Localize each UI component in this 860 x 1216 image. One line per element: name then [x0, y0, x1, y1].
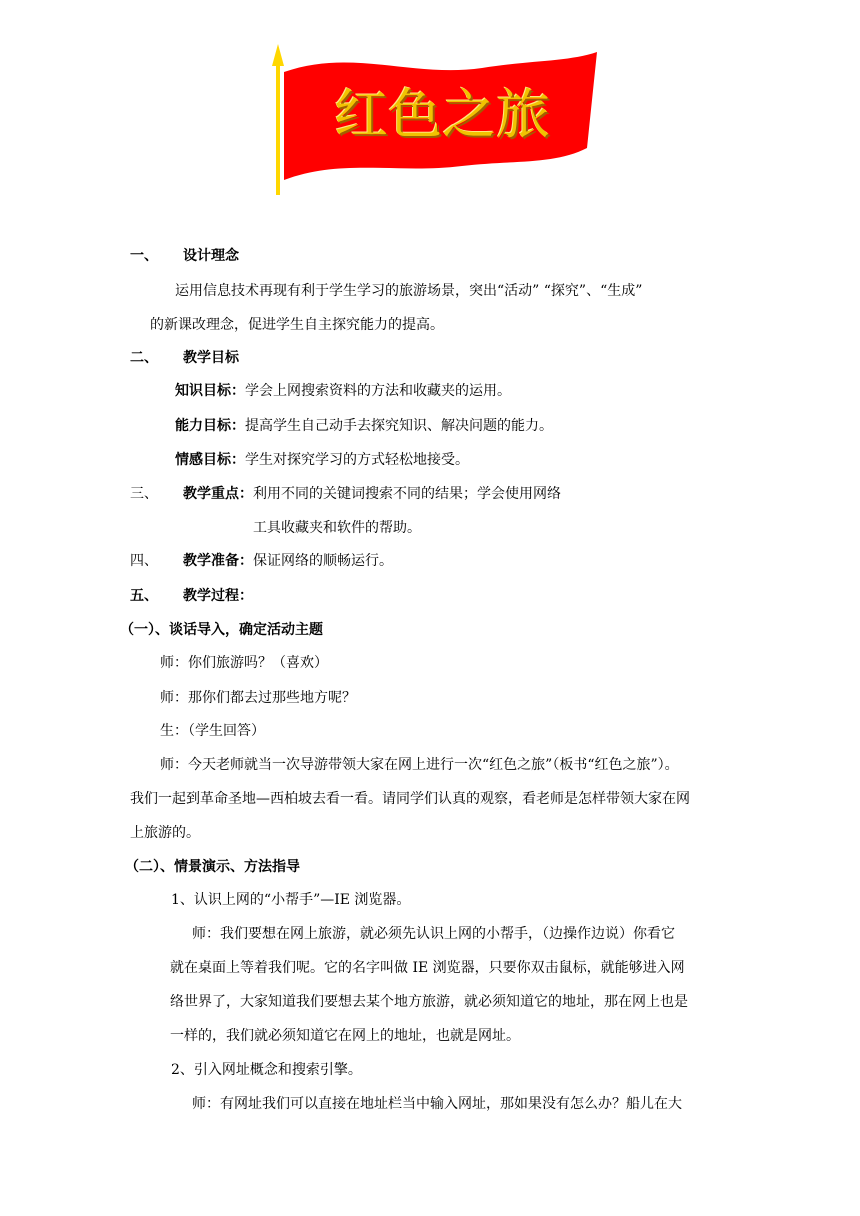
paragraph-line: 就在桌面上等着我们呢。它的名字叫做 IE 浏览器，只要你双击鼠标，就能够进入网 [170, 960, 685, 976]
goal-text: 提高学生自己动手去探究知识、解决问题的能力。 [245, 418, 553, 434]
section-3-line [183, 484, 561, 504]
section-4-number: 四、 [130, 553, 158, 569]
goal-label: 能力目标： [175, 418, 245, 434]
paragraph-line: 师：今天老师就当一次导游带领大家在网上进行一次“红色之旅”（板书“红色之旅”）。 [160, 757, 679, 773]
flag-pole [276, 60, 280, 195]
section-2-number: 二、 [130, 350, 158, 366]
subsection-1-heading: （一）、谈话导入，确定活动主题 [120, 622, 323, 638]
paragraph-line: 的新课改理念，促进学生自主探究能力的提高。 [150, 317, 444, 333]
dialog-line: 生：（学生回答） [160, 723, 265, 739]
step-2-heading: 2、引入网址概念和搜索引擎。 [171, 1062, 362, 1078]
paragraph-line: 师：有网址我们可以直接在地址栏当中输入网址，那如果没有怎么办？船儿在大 [192, 1096, 682, 1112]
banner-title: 红色之旅 [334, 83, 550, 146]
title-banner [262, 40, 602, 205]
goal-label: 知识目标： [175, 383, 245, 399]
step-1-heading: 1、认识上网的“小帮手”—IE 浏览器。 [171, 892, 411, 908]
section-3-text-continued: 工具收藏夹和软件的帮助。 [253, 520, 421, 536]
dialog-line: 师：那你们都去过那些地方呢？ [160, 690, 356, 706]
section-5-heading: 教学过程： [183, 588, 253, 604]
goal-text: 学生对探究学习的方式轻松地接受。 [245, 452, 469, 468]
paragraph-line: 络世界了，大家知道我们要想去某个地方旅游，就必须知道它的地址，那在网上也是 [170, 994, 688, 1010]
dialog-line: 师：你们旅游吗？（喜欢） [160, 655, 328, 671]
section-3-text: 利用不同的关键词搜索不同的结果；学会使用网络 [253, 486, 561, 502]
goal-ability [175, 416, 553, 436]
paragraph-line: 上旅游的。 [130, 825, 200, 841]
paragraph-line: 运用信息技术再现有利于学生学习的旅游场景，突出“活动” “探究”、“生成” [175, 283, 643, 299]
section-2-heading: 教学目标 [183, 350, 239, 366]
section-3-number: 三、 [130, 486, 158, 502]
goal-emotion [175, 450, 469, 470]
paragraph-line: 我们一起到革命圣地—西柏坡去看一看。请同学们认真的观察，看老师是怎样带领大家在网 [130, 791, 690, 807]
goal-label: 情感目标： [175, 452, 245, 468]
paragraph-line: 一样的，我们就必须知道它在网上的地址，也就是网址。 [170, 1028, 520, 1044]
paragraph-line: 师：我们要想在网上旅游，就必须先认识上网的小帮手，（边操作边说）你看它 [192, 926, 675, 942]
goal-text: 学会上网搜索资料的方法和收藏夹的运用。 [245, 383, 511, 399]
subsection-2-heading: （二）、情景演示、方法指导 [125, 859, 300, 875]
section-5-number: 五、 [130, 588, 158, 604]
section-1-heading: 设计理念 [183, 248, 239, 264]
section-3-heading: 教学重点： [183, 486, 253, 502]
section-1-number: 一、 [130, 248, 158, 264]
section-4-heading: 教学准备： [183, 553, 253, 569]
section-4-line [183, 551, 393, 571]
section-4-text: 保证网络的顺畅运行。 [253, 553, 393, 569]
goal-knowledge [175, 381, 511, 401]
